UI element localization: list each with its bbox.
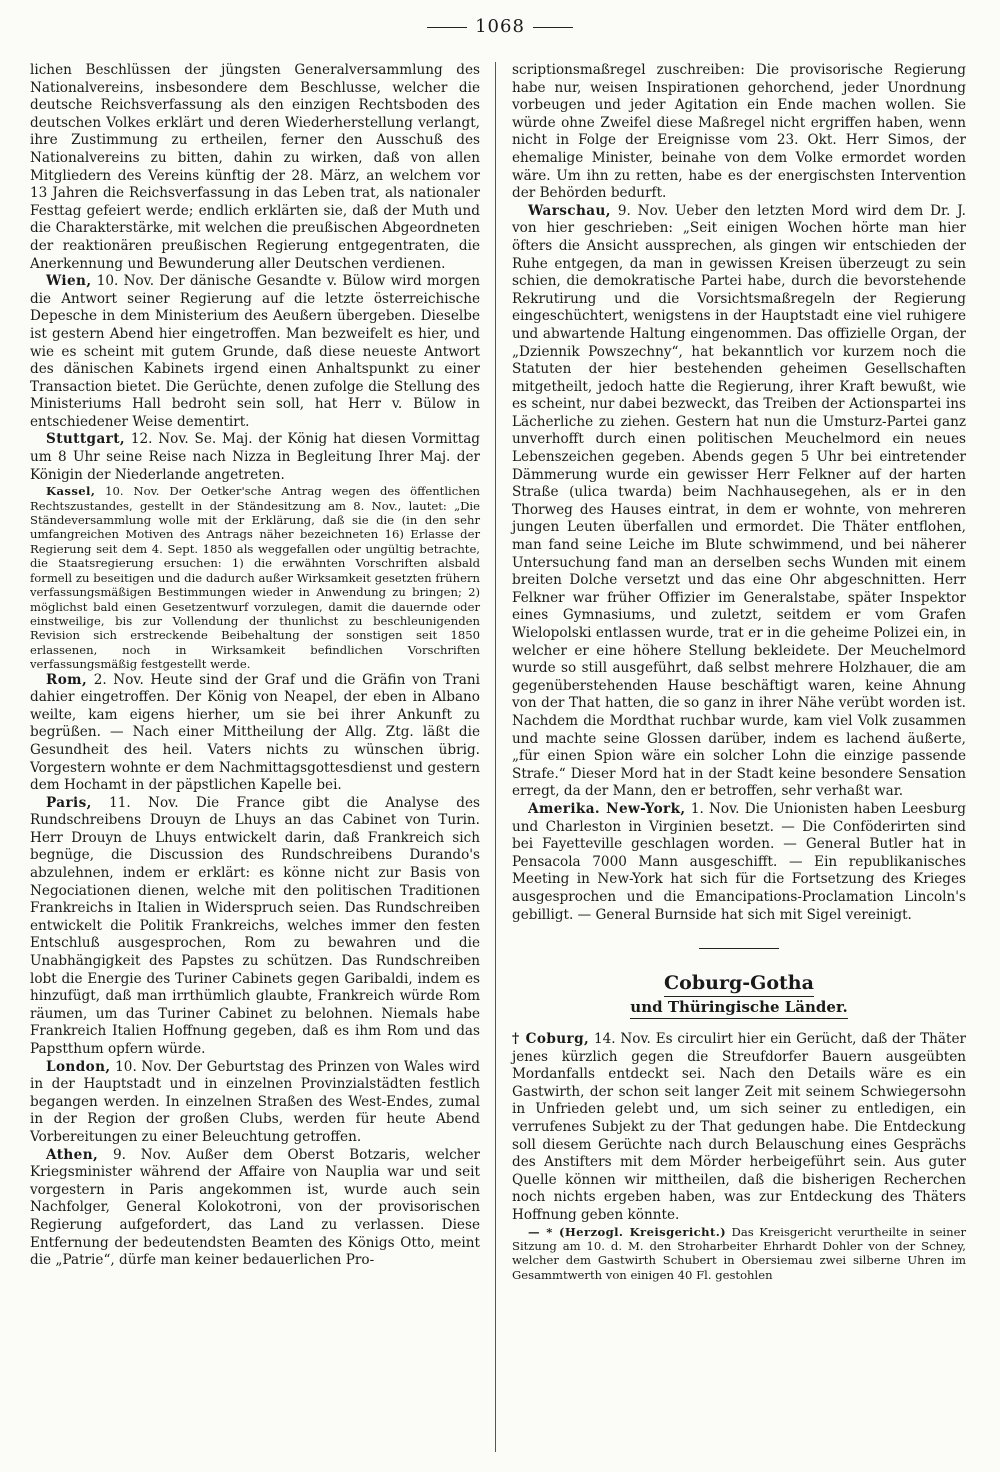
section-title-row	[512, 971, 966, 997]
article-text: Der Oetker'sche Antrag wegen des öffentlichen Rechtszustandes, gestellt in der Ständesitzung am 8. Nov., lautet: „Die Ständeversammlung wolle mit der Erklärung, daß sie die (in den sehr umfangreichen Motiven des Antrags näher bezeichneten 16) Erlasse der Regierung seit dem 4. Sept. 1850 als weggefallen oder ungültig betrachte, die Staatsregierung ersuchen: 1) die erwähnten Vorschriften alsbald formell zu beseitigen und die dadurch außer Wirksamkeit gesetzten frühern verfassungsmäßigen Bestimmungen wieder in Anwendung zu bringen; 2) möglichst bald einen Gesetzentwurf vorzulegen, damit die dauernde oder einstweilige, bis zur Vollendung der thunlichst zu beschleunigenden Revision sich erstreckende Beibehaltung der sonstigen seit 1850 erlassenen, noch in Wirksamkeit befindlichen Vorschriften verfassungsmäßig festgestellt werde.	[30, 484, 481, 672]
dateline-place: Amerika. New-York,	[528, 800, 686, 817]
article-text: Der dänische Gesandte v. Bülow wird morgen die Antwort seiner Regierung auf die letzte österreichische Depesche in dem Ministerium des Aeußern übergeben. Dieselbe ist gestern Abend hier eingetroffen. Man bezweifelt es hier, und wie es scheint mit gutem Grunde, daß diese neueste Antwort des dänischen Kabinets irgend einen Anhaltspunkt zu einer Transaction bietet. Die Gerüchte, denen zufolge die Stellung des Ministeriums Hall bedroht sein soll, hat Herr v. Bülow in entschiedener Weise dementirt.	[30, 273, 480, 430]
dateline-place: Rom,	[46, 671, 88, 688]
section-subtitle-row	[512, 997, 966, 1019]
dateline-date: 11. Nov.	[109, 794, 179, 811]
dateline-place: † Coburg,	[512, 1031, 590, 1048]
article-paragraph	[30, 62, 480, 273]
left-column	[30, 62, 480, 1270]
dateline-date: 10. Nov.	[105, 484, 160, 499]
article-paragraph	[30, 431, 480, 484]
article-text: Heute sind der Graf und die Gräfin von Trani dahier eingetroffen. Der König von Neapel, der eben in Albano weilte, kam eigens hierher, um sie bei ihrer Ankunft zu begrüßen. — Nach einer Mittheilung der Allg. Ztg. läßt die Gesundheit des heil. Vaters nichts zu wünschen übrig. Vorgestern wohnte er dem Nachmittagsgottesdienst und gestern dem Hochamt in der päpstlichen Kapelle bei.	[30, 671, 480, 794]
article-text: Der Geburtstag des Prinzen von Wales wird in der Hauptstadt und in einzelnen Provinzialstädten festlich begangen werden. In einzelnen Straßen des West-Endes, zumal in der Region der großen Clubs, werden für heute Abend Vorbereitungen zu einer Beleuchtung getroffen.	[30, 1058, 480, 1145]
article-text: Außer dem Oberst Botzaris, welcher Kriegsminister während der Affaire von Nauplia war und seit vorgestern in Paris angekommen ist, wurde auch sein Nachfolger, General Kolokotroni, von der provisorischen Regierung aufgefordert, das Land zu verlassen. Diese Entfernung der bedeutendsten Beamten des Königs Otto, meint die „Patrie“, dürfe man keiner bedauerlichen Pro-	[30, 1146, 480, 1269]
article-paragraph	[30, 672, 480, 795]
article-text: Die France gibt die Analyse des Rundschreibens Drouyn de Lhuys an das Cabinet von Turin. Herr Drouyn de Lhuys entwickelt darin, daß Frankreich sich begnüge, die Discussion des Rundschreibens Durando's abzulehnen, indem er erklärt: es könne nicht zur Basis von Negociationen dienen, welche mit den politischen Traditionen Frankreichs in Italien in Widerspruch seien. Das Rundschreiben entwickelt die Politik Frankreichs, welches immer den festen Entschluß ausgesprochen, Rom zu bewahren und die Unabhängigkeit des Papstes zu schützen. Das Rundschreiben lobt die Energie des Turiner Cabinets gegen Garibaldi, indem es hinzufügt, daß man irrthümlich glaubte, Frankreich würde Rom räumen, um das Turiner Cabinet zu belohnen. Niemals habe Frankreich Italien Hoffnung gegeben, daß es ihm Rom und das Papstthum opfern würde.	[30, 794, 480, 1057]
article-text: Es circulirt hier ein Gerücht, daß der Thäter jenes kürzlich gegen die Streufdorfer Bauern ausgeübten Mordanfalls entdeckt sei. Nach den Details wäre es ein Gastwirth, der schon seit langer Zeit mit seinem Schwiegersohn in Unfrieden gelebt und, um sich seiner zu entledigen, ein verrufenes Subjekt zu der That gedungen habe. Die Entdeckung soll diesem Gerüchte nach durch Belauschung eines Gesprächs des Anstifters mit dem Mörder herbeigeführt sein. Aus guter Quelle können wir mittheilen, daß die bisherigen Recherchen noch nichts ergeben haben, was zur Entdeckung des Thäters Hoffnung geben könnte.	[512, 1031, 967, 1224]
article-text: Die Unionisten haben Leesburg und Charleston in Virginien besetzt. — Die Conföderirten sind bei Fayetteville geschlagen worden. — General Butler hat in Pensacola 7000 Mann ausgeschifft. — Ein republikanisches Meeting in New-York hat sich für die Fortsetzung des Krieges ausgesprochen und die Emancipations-Proclamation Lincoln's gebilligt. — General Burnside hat sich mit Sigel vereinigt.	[512, 800, 966, 923]
dateline-place: Athen,	[46, 1146, 99, 1163]
article-paragraph	[30, 1059, 480, 1147]
dateline-place: Warschau,	[528, 202, 611, 219]
column-divider	[495, 62, 496, 1452]
dateline-date: 2. Nov.	[93, 671, 144, 688]
article-paragraph	[30, 795, 480, 1059]
dateline-place: London,	[46, 1058, 111, 1075]
dateline-date: 12. Nov.	[130, 431, 189, 448]
article-paragraph	[512, 203, 966, 801]
section-title: Coburg-Gotha	[664, 971, 814, 997]
article-paragraph	[30, 273, 480, 431]
right-column	[512, 62, 966, 1282]
article-text: Ueber den letzten Mord wird dem Dr. J. von hier geschrieben: „Seit einigen Wochen hörte man hier öfters die Ansicht aussprechen, als gingen wir entschieden der Ruhe entgegen, da man in gewissen Kreisen überzeugt zu sein schien, die demokratische Partei habe, durch die bevorstehende Rekrutirung und die Vorsichtsmaßregeln der Regierung eingeschüchtert, wenigstens in der Hauptstadt eine viel ruhigere und abwartende Haltung eingenommen. Das offizielle Organ, der „Dziennik Powszechny“, hat bekanntlich vor kurzem noch die Statuten der hier bestehenden geheimen Gesellschaften mitgetheilt, jedoch hatte die Regierung, ihrer Kraft bewußt, wie es scheint, nur dabei bezweckt, das Treiben der Actionspartei ins Lächerliche zu ziehen. Gestern hat nun die Umsturz-Partei ganz unverhofft durch einen politischen Meuchelmord ein neues Lebenszeichen gegeben. Abends gegen 5 Uhr bei eintretender Dämmerung wurde ein gewisser Herr Felkner auf der harten Straße (ulica twarda) beim Nachhausegehen, als er in den Thorweg des Hauses eintrat, in dem er wohnte, von mehreren jungen Leuten überfallen und ermordet. Die Thäter entflohen, man fand seine Leiche im Blute schwimmend, und bei näherer Untersuchung fand man an derselben sechs Wunden mit einem breiten Dolche versetzt und das eine Ohr abgeschnitten. Herr Felkner war früher Offizier im Generalstabe, später Inspektor eines Gymnasiums, und zuletzt, seitdem er vom Grafen Wielopolski entlassen wurde, trat er in die geheime Polizei ein, in welcher er eine höhere Stellung bekleidete. Der Meuchelmord wurde so still ausgeführt, daß selbst mehrere Holzhauer, die am gegenüberstehenden Hause beschäftigt waren, keine Ahnung von der That hatten, die so ganz in ihrer Nähe verübt worden ist. Nachdem die Mordthat ruchbar wurde, kam viel Volk zusammen und machte seine Glossen darüber, indem es lachend äußerte, „für einen Spion wäre ein solcher Lohn die einzige passende Strafe.“ Dieser Mord hat in der Stadt keine besondere Sensation erregt, da der Mann, den er betroffen, sehr verhaßt war.	[512, 202, 966, 800]
section-rule	[699, 948, 779, 949]
section-subtitle: und Thüringische Länder.	[630, 997, 847, 1019]
dateline-place: Kassel,	[46, 484, 96, 499]
article-text: Se. Maj. der König hat diesen Vormittag um 8 Uhr seine Reise nach Nizza in Begleitung Ihrer Maj. der Königin der Niederlande angetreten.	[30, 431, 481, 483]
dateline-date: 9. Nov.	[617, 202, 669, 219]
page-number: 1068	[475, 16, 525, 37]
article-text: lichen Beschlüssen der jüngsten Generalversammlung des Nationalvereins, insbesondere dem Beschlusse, welcher die deutsche Reichsverfassung als den einzigen Rechtsboden des deutschen Volkes erklärt und deren Wiederherstellung verlangt, ihre Zustimmung zu ertheilen, ferner den Ausschuß des Nationalvereins zu bitten, dahin zu wirken, daß von allen Mitgliedern des Vereins künftig der 28. März, an welchem vor 13 Jahren die Reichsverfassung in das Leben trat, als nationaler Festtag gefeiert werde; endlich erklärten sie, daß der Muth und die Charakterstärke, mit welchen die preußischen Abgeordneten der reaktionären preußischen Regierung entgegentraten, die Anerkennung und Bewunderung aller Deutschen verdienen.	[30, 62, 480, 272]
dateline-date: 1. Nov.	[690, 800, 740, 817]
dateline-date: 10. Nov.	[96, 273, 155, 290]
article-paragraph	[512, 62, 966, 203]
article-paragraph	[512, 801, 966, 924]
page-number-header	[0, 16, 1000, 37]
article-text: Das Kreisgericht verurtheilte in seiner Sitzung am 10. d. M. den Stroharbeiter Ehrhardt Dohler von der Schney, welcher dem Gastwirth Schubert in Obersiemau zwei silberne Uhren im Gesammtwerth von einigen 40 Fl. gestohlen	[512, 1224, 967, 1282]
dateline-place: — * (Herzogl. Kreisgericht.)	[528, 1224, 727, 1239]
article-paragraph	[30, 1147, 480, 1270]
article-paragraph-small	[30, 484, 480, 671]
dateline-date: 10. Nov.	[115, 1058, 172, 1075]
header-rule-left	[427, 27, 467, 28]
article-text: scriptionsmaßregel zuschreiben: Die provisorische Regierung habe nur, weisen Inspirationen gehorchend, jeder Unordnung vorbeugen und jeder Agitation ein Ende machen wollen. Sie würde ohne Zweifel diese Maßregel nicht ergriffen haben, wenn nicht in Folge der Ereignisse vom 23. Okt. Herr Simos, der ehemalige Minister, beinahe von dem Volke ermordet worden wäre. Um ihn zu retten, habe es der energischsten Intervention der Behörden bedurft.	[512, 62, 966, 202]
dateline-date: 14. Nov.	[593, 1031, 651, 1048]
dateline-place: Wien,	[46, 273, 92, 290]
dateline-date: 9. Nov.	[112, 1146, 172, 1163]
article-paragraph	[512, 1031, 966, 1225]
header-rule-right	[533, 27, 573, 28]
dateline-place: Stuttgart,	[46, 431, 126, 448]
dateline-place: Paris,	[46, 794, 92, 811]
section-heading	[512, 948, 966, 1019]
article-paragraph-small	[512, 1225, 966, 1283]
